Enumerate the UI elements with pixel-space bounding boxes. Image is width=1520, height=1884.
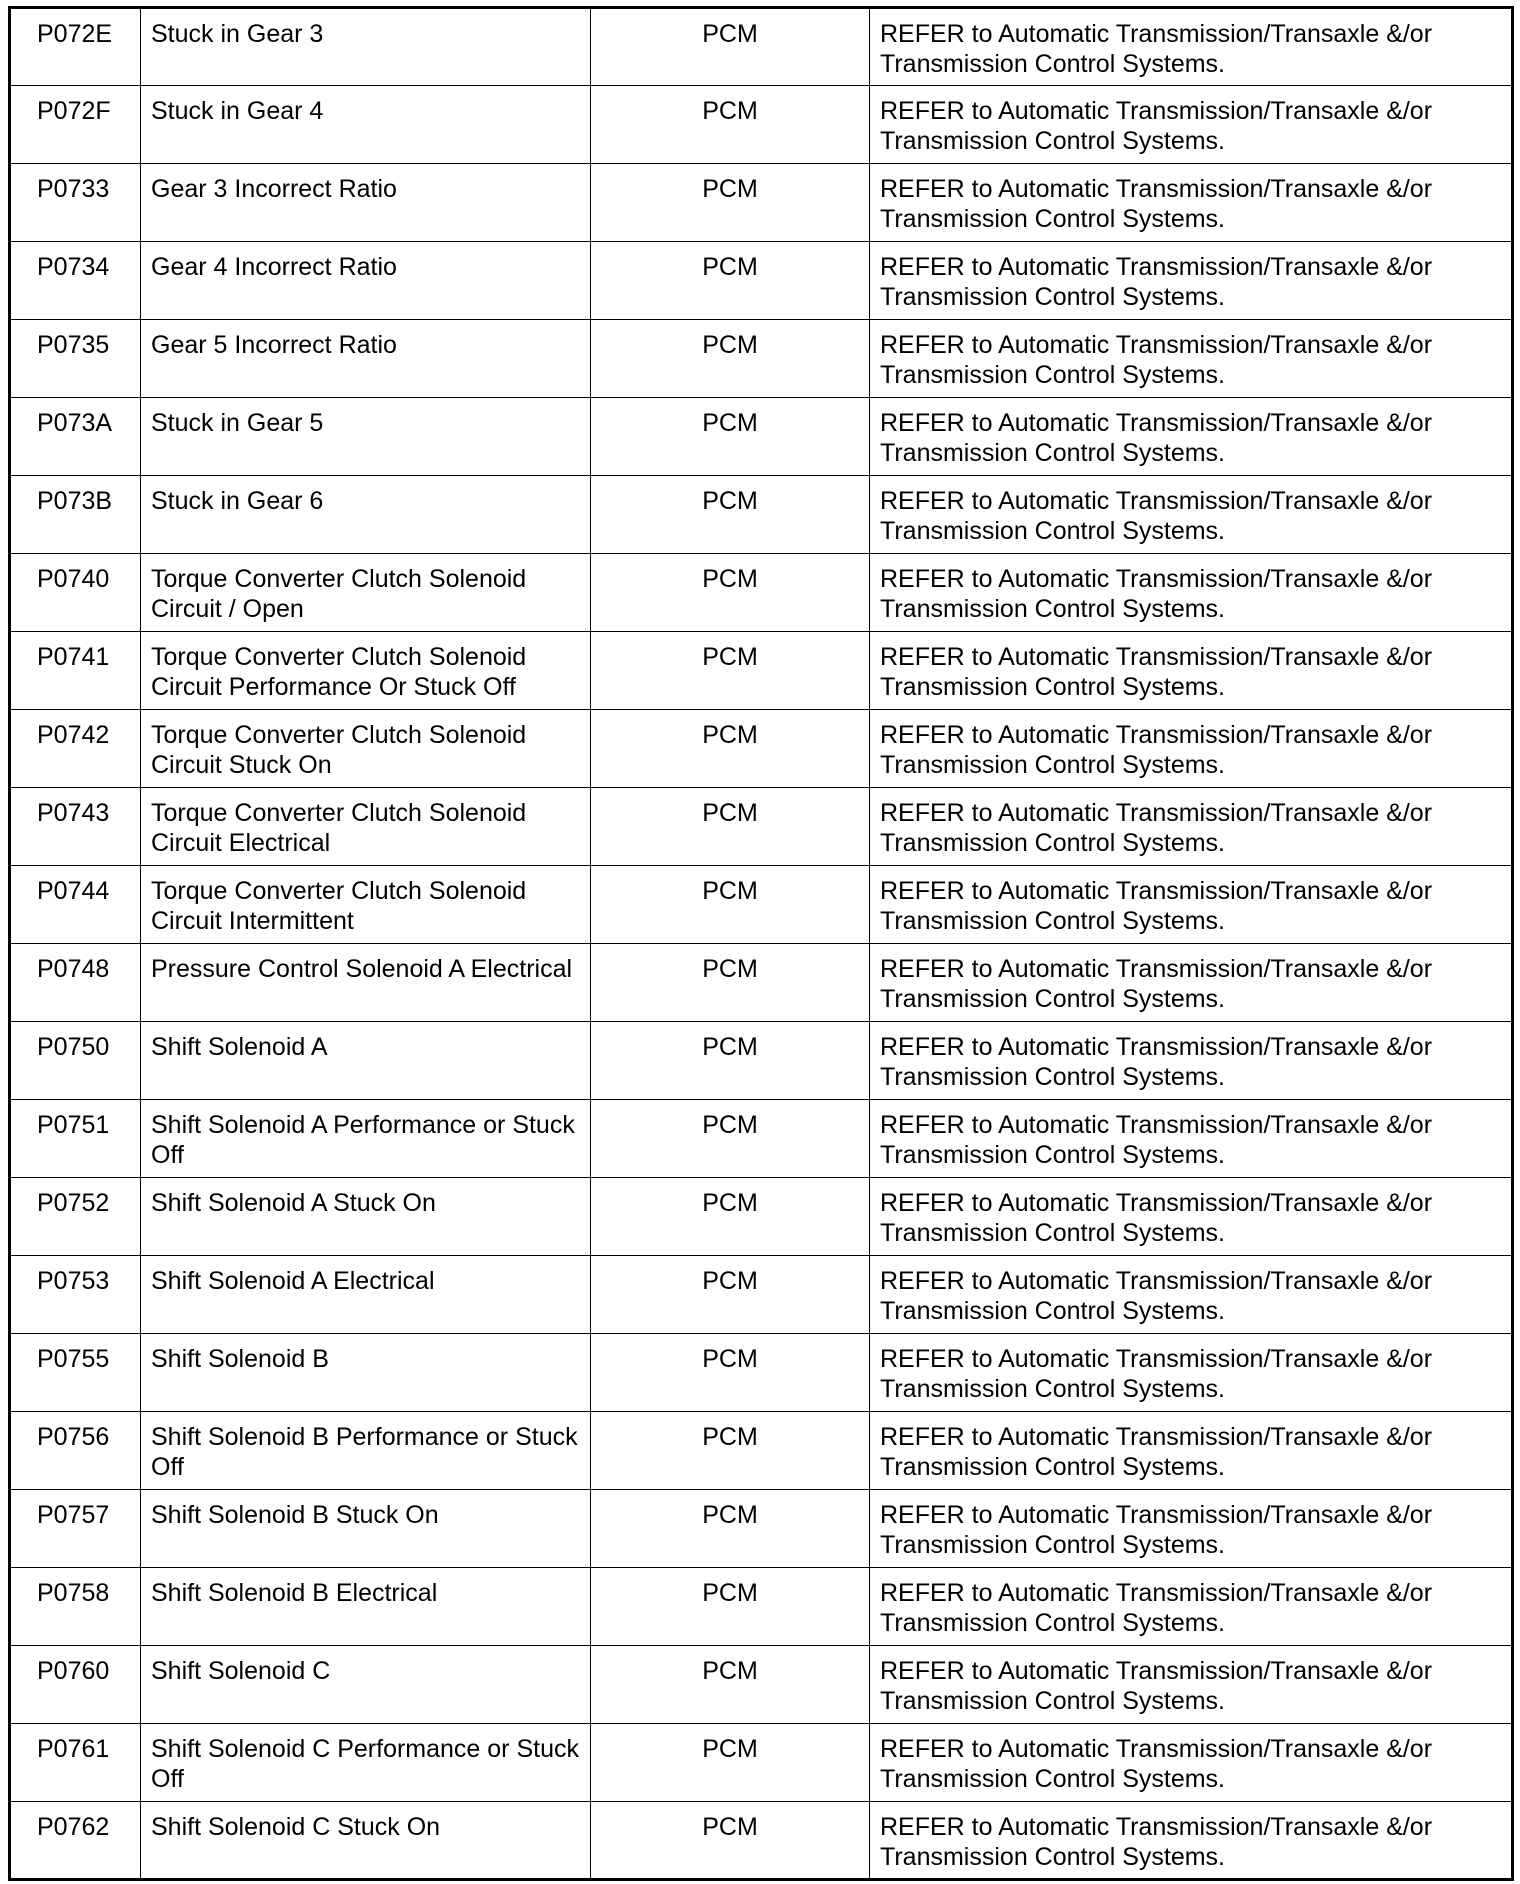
table-row (10, 1412, 1513, 1490)
dtc-code-cell: P0733 (10, 164, 141, 242)
dtc-code-cell: P073A (10, 398, 141, 476)
table-row (10, 1178, 1513, 1256)
dtc-module-cell: PCM (591, 1568, 870, 1646)
dtc-action-cell: REFER to Automatic Transmission/Transaxle &/or Transmission Control Systems. (870, 164, 1513, 242)
dtc-action-cell: REFER to Automatic Transmission/Transaxle &/or Transmission Control Systems. (870, 1490, 1513, 1568)
dtc-code-cell: P0744 (10, 866, 141, 944)
table-row (10, 1802, 1513, 1880)
dtc-module-cell: PCM (591, 1412, 870, 1490)
dtc-module-cell: PCM (591, 476, 870, 554)
dtc-description-cell: Shift Solenoid A Electrical (141, 1256, 591, 1334)
table-row (10, 1256, 1513, 1334)
dtc-module-cell: PCM (591, 554, 870, 632)
dtc-description-cell: Shift Solenoid B (141, 1334, 591, 1412)
dtc-action-cell: REFER to Automatic Transmission/Transaxle &/or Transmission Control Systems. (870, 1802, 1513, 1880)
table-row (10, 1724, 1513, 1802)
table-row (10, 8, 1513, 86)
dtc-action-cell: REFER to Automatic Transmission/Transaxle &/or Transmission Control Systems. (870, 1646, 1513, 1724)
table-row (10, 1568, 1513, 1646)
table-row (10, 86, 1513, 164)
dtc-description-cell: Stuck in Gear 3 (141, 8, 591, 86)
dtc-action-cell: REFER to Automatic Transmission/Transaxle &/or Transmission Control Systems. (870, 1178, 1513, 1256)
dtc-code-cell: P0752 (10, 1178, 141, 1256)
dtc-action-cell: REFER to Automatic Transmission/Transaxle &/or Transmission Control Systems. (870, 398, 1513, 476)
dtc-code-cell: P072F (10, 86, 141, 164)
dtc-action-cell: REFER to Automatic Transmission/Transaxle &/or Transmission Control Systems. (870, 320, 1513, 398)
dtc-table-body (10, 8, 1513, 1880)
dtc-code-cell: P0741 (10, 632, 141, 710)
table-row (10, 398, 1513, 476)
dtc-description-cell: Pressure Control Solenoid A Electrical (141, 944, 591, 1022)
dtc-module-cell: PCM (591, 1646, 870, 1724)
dtc-module-cell: PCM (591, 788, 870, 866)
dtc-module-cell: PCM (591, 8, 870, 86)
table-row (10, 164, 1513, 242)
table-row (10, 1334, 1513, 1412)
dtc-module-cell: PCM (591, 1490, 870, 1568)
dtc-code-cell: P0753 (10, 1256, 141, 1334)
dtc-code-cell: P0740 (10, 554, 141, 632)
dtc-description-cell: Torque Converter Clutch Solenoid Circuit Performance Or Stuck Off (141, 632, 591, 710)
dtc-description-cell: Shift Solenoid A Performance or Stuck Off (141, 1100, 591, 1178)
dtc-action-cell: REFER to Automatic Transmission/Transaxle &/or Transmission Control Systems. (870, 242, 1513, 320)
dtc-code-cell: P0742 (10, 710, 141, 788)
dtc-code-cell: P0750 (10, 1022, 141, 1100)
dtc-description-cell: Shift Solenoid A (141, 1022, 591, 1100)
table-row (10, 710, 1513, 788)
dtc-action-cell: REFER to Automatic Transmission/Transaxle &/or Transmission Control Systems. (870, 944, 1513, 1022)
dtc-code-cell: P073B (10, 476, 141, 554)
dtc-module-cell: PCM (591, 1334, 870, 1412)
dtc-action-cell: REFER to Automatic Transmission/Transaxle &/or Transmission Control Systems. (870, 1724, 1513, 1802)
dtc-module-cell: PCM (591, 866, 870, 944)
dtc-code-cell: P0761 (10, 1724, 141, 1802)
dtc-code-cell: P072E (10, 8, 141, 86)
dtc-description-cell: Shift Solenoid C (141, 1646, 591, 1724)
dtc-module-cell: PCM (591, 632, 870, 710)
table-row (10, 632, 1513, 710)
dtc-code-cell: P0760 (10, 1646, 141, 1724)
dtc-description-cell: Shift Solenoid B Stuck On (141, 1490, 591, 1568)
table-row (10, 476, 1513, 554)
dtc-action-cell: REFER to Automatic Transmission/Transaxle &/or Transmission Control Systems. (870, 866, 1513, 944)
dtc-code-cell: P0748 (10, 944, 141, 1022)
dtc-action-cell: REFER to Automatic Transmission/Transaxle &/or Transmission Control Systems. (870, 8, 1513, 86)
dtc-action-cell: REFER to Automatic Transmission/Transaxle &/or Transmission Control Systems. (870, 1256, 1513, 1334)
dtc-code-cell: P0758 (10, 1568, 141, 1646)
table-row (10, 242, 1513, 320)
dtc-table (8, 6, 1514, 1881)
table-row (10, 1022, 1513, 1100)
dtc-action-cell: REFER to Automatic Transmission/Transaxle &/or Transmission Control Systems. (870, 1022, 1513, 1100)
table-row (10, 944, 1513, 1022)
dtc-module-cell: PCM (591, 710, 870, 788)
dtc-action-cell: REFER to Automatic Transmission/Transaxle &/or Transmission Control Systems. (870, 86, 1513, 164)
dtc-module-cell: PCM (591, 1724, 870, 1802)
dtc-code-cell: P0735 (10, 320, 141, 398)
dtc-code-cell: P0755 (10, 1334, 141, 1412)
dtc-module-cell: PCM (591, 320, 870, 398)
dtc-description-cell: Shift Solenoid C Stuck On (141, 1802, 591, 1880)
dtc-module-cell: PCM (591, 1256, 870, 1334)
dtc-description-cell: Torque Converter Clutch Solenoid Circuit Stuck On (141, 710, 591, 788)
dtc-action-cell: REFER to Automatic Transmission/Transaxle &/or Transmission Control Systems. (870, 476, 1513, 554)
table-row (10, 1490, 1513, 1568)
dtc-code-cell: P0762 (10, 1802, 141, 1880)
dtc-description-cell: Gear 5 Incorrect Ratio (141, 320, 591, 398)
dtc-code-cell: P0734 (10, 242, 141, 320)
dtc-description-cell: Torque Converter Clutch Solenoid Circuit / Open (141, 554, 591, 632)
dtc-code-cell: P0756 (10, 1412, 141, 1490)
dtc-module-cell: PCM (591, 86, 870, 164)
dtc-description-cell: Torque Converter Clutch Solenoid Circuit Intermittent (141, 866, 591, 944)
dtc-description-cell: Stuck in Gear 6 (141, 476, 591, 554)
dtc-description-cell: Shift Solenoid B Electrical (141, 1568, 591, 1646)
dtc-module-cell: PCM (591, 1178, 870, 1256)
dtc-code-cell: P0751 (10, 1100, 141, 1178)
table-row (10, 554, 1513, 632)
table-row (10, 866, 1513, 944)
dtc-module-cell: PCM (591, 1100, 870, 1178)
dtc-action-cell: REFER to Automatic Transmission/Transaxle &/or Transmission Control Systems. (870, 632, 1513, 710)
table-row (10, 788, 1513, 866)
dtc-description-cell: Torque Converter Clutch Solenoid Circuit Electrical (141, 788, 591, 866)
dtc-module-cell: PCM (591, 242, 870, 320)
dtc-action-cell: REFER to Automatic Transmission/Transaxle &/or Transmission Control Systems. (870, 1412, 1513, 1490)
dtc-description-cell: Shift Solenoid A Stuck On (141, 1178, 591, 1256)
dtc-description-cell: Gear 4 Incorrect Ratio (141, 242, 591, 320)
dtc-action-cell: REFER to Automatic Transmission/Transaxle &/or Transmission Control Systems. (870, 1100, 1513, 1178)
dtc-module-cell: PCM (591, 944, 870, 1022)
dtc-action-cell: REFER to Automatic Transmission/Transaxle &/or Transmission Control Systems. (870, 554, 1513, 632)
dtc-description-cell: Stuck in Gear 5 (141, 398, 591, 476)
dtc-description-cell: Shift Solenoid C Performance or Stuck Off (141, 1724, 591, 1802)
dtc-action-cell: REFER to Automatic Transmission/Transaxle &/or Transmission Control Systems. (870, 1334, 1513, 1412)
dtc-code-cell: P0743 (10, 788, 141, 866)
dtc-action-cell: REFER to Automatic Transmission/Transaxle &/or Transmission Control Systems. (870, 1568, 1513, 1646)
dtc-action-cell: REFER to Automatic Transmission/Transaxle &/or Transmission Control Systems. (870, 788, 1513, 866)
dtc-action-cell: REFER to Automatic Transmission/Transaxle &/or Transmission Control Systems. (870, 710, 1513, 788)
dtc-module-cell: PCM (591, 164, 870, 242)
table-row (10, 1100, 1513, 1178)
dtc-description-cell: Stuck in Gear 4 (141, 86, 591, 164)
table-row (10, 320, 1513, 398)
dtc-module-cell: PCM (591, 1022, 870, 1100)
dtc-code-cell: P0757 (10, 1490, 141, 1568)
dtc-module-cell: PCM (591, 1802, 870, 1880)
dtc-module-cell: PCM (591, 398, 870, 476)
dtc-description-cell: Gear 3 Incorrect Ratio (141, 164, 591, 242)
dtc-description-cell: Shift Solenoid B Performance or Stuck Off (141, 1412, 591, 1490)
table-row (10, 1646, 1513, 1724)
